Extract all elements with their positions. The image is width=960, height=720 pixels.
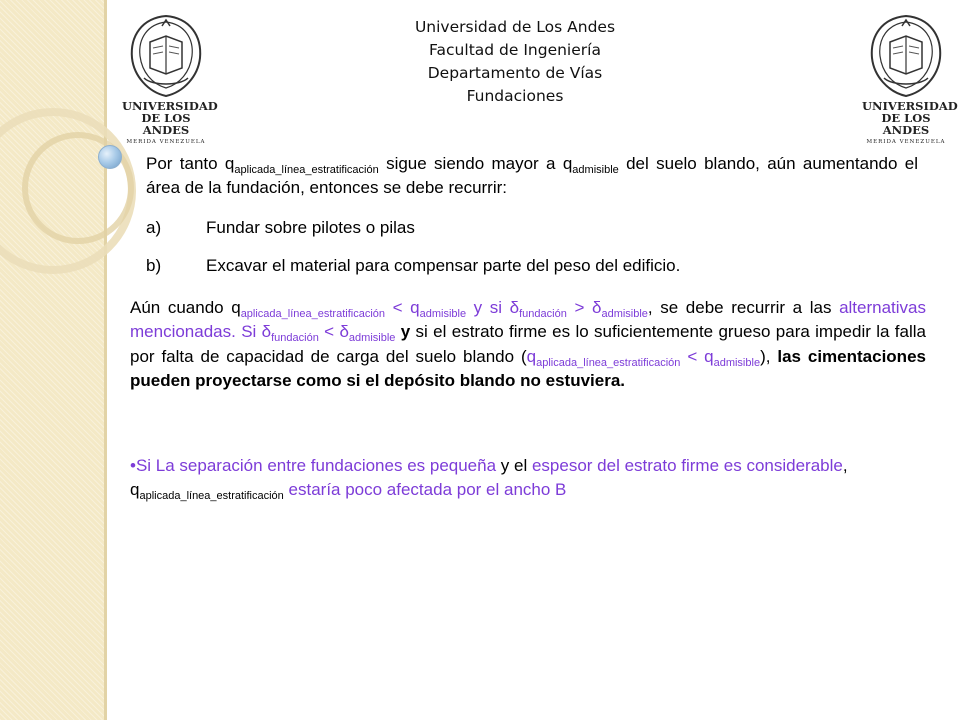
text: > δ <box>566 298 602 317</box>
text: < δ <box>318 322 349 342</box>
text: < q <box>385 298 420 317</box>
subscript: aplicada_línea_estratificación <box>240 308 386 320</box>
text: sigue siendo mayor a q <box>378 154 573 173</box>
text: . Si δ <box>231 322 272 342</box>
subscript: aplicada_línea_estratificación <box>234 164 379 176</box>
header-course: Fundaciones <box>466 87 564 105</box>
text: < q <box>680 346 714 366</box>
text: , q <box>130 456 848 499</box>
highlight-text: alternativas mencionadas <box>130 298 926 342</box>
bold-conclusion: las cimentaciones pueden proyectarse como si el depósito blando no estuviera. <box>130 346 926 390</box>
paragraph-intro <box>146 152 918 200</box>
list-label: b) <box>146 256 162 275</box>
logo-name-line1: UNIVERSIDAD <box>862 99 958 113</box>
list-item-a <box>146 216 415 240</box>
subscript: admisible <box>348 332 396 345</box>
subscript: aplicada_línea_estratificación <box>139 490 284 502</box>
header-university: Universidad de Los Andes <box>414 18 616 36</box>
text: del suelo blando, aún aumentando el área de la fundación, entonces se debe recurrir: <box>146 154 918 197</box>
header-faculty: Facultad de Ingeniería <box>429 41 601 59</box>
paragraph-conditions <box>130 296 926 393</box>
text: Por tanto q <box>146 154 235 173</box>
header-department: Departamento de Vías <box>427 64 603 82</box>
slide-header <box>340 16 690 108</box>
logo-name-line1: UNIVERSIDAD <box>122 99 218 113</box>
subscript: fundación <box>271 332 319 345</box>
list-text: Excavar el material para compensar parte del peso del edificio. <box>206 256 681 275</box>
text: , se debe recurrir a las <box>647 298 840 317</box>
subscript: admisible <box>572 164 619 176</box>
paragraph-bullet-note <box>130 454 920 502</box>
text: Si La separación entre fundaciones es pequeña <box>135 456 497 475</box>
side-band-edge <box>104 0 107 720</box>
logo-place: MERIDA VENEZUELA <box>866 139 946 145</box>
text: y <box>395 322 411 342</box>
list-item-b <box>146 254 680 278</box>
logo-place: MERIDA VENEZUELA <box>126 139 206 145</box>
text: ), <box>760 346 778 366</box>
text: espesor del estrato firme es considerable <box>531 456 843 475</box>
text: si el estrato firme es lo suficientemente grueso para impedir la falla por falta de capacidad de carga del suelo blando ( <box>130 322 926 366</box>
list-text: Fundar sobre pilotes o pilas <box>206 218 415 237</box>
text: estaría poco afectada por el ancho B <box>283 480 567 499</box>
text: q <box>526 346 537 366</box>
subscript: admisible <box>601 308 648 320</box>
logo-name-line2: DE LOS ANDES <box>881 111 931 137</box>
list-label: a) <box>146 218 162 237</box>
text: Aún cuando q <box>130 298 241 317</box>
university-logo-right <box>862 12 958 145</box>
bullet-icon: • <box>130 456 136 475</box>
subscript: admisible <box>713 356 761 369</box>
subscript: aplicada_línea_estratificación <box>536 356 681 369</box>
text: y si δ <box>466 298 520 317</box>
subscript: admisible <box>419 308 467 320</box>
subscript: fundación <box>519 308 567 320</box>
text: y el <box>496 456 532 475</box>
university-logo-left <box>122 12 218 145</box>
bullet-orb-icon <box>98 145 122 169</box>
logo-name-line2: DE LOS ANDES <box>141 111 191 137</box>
